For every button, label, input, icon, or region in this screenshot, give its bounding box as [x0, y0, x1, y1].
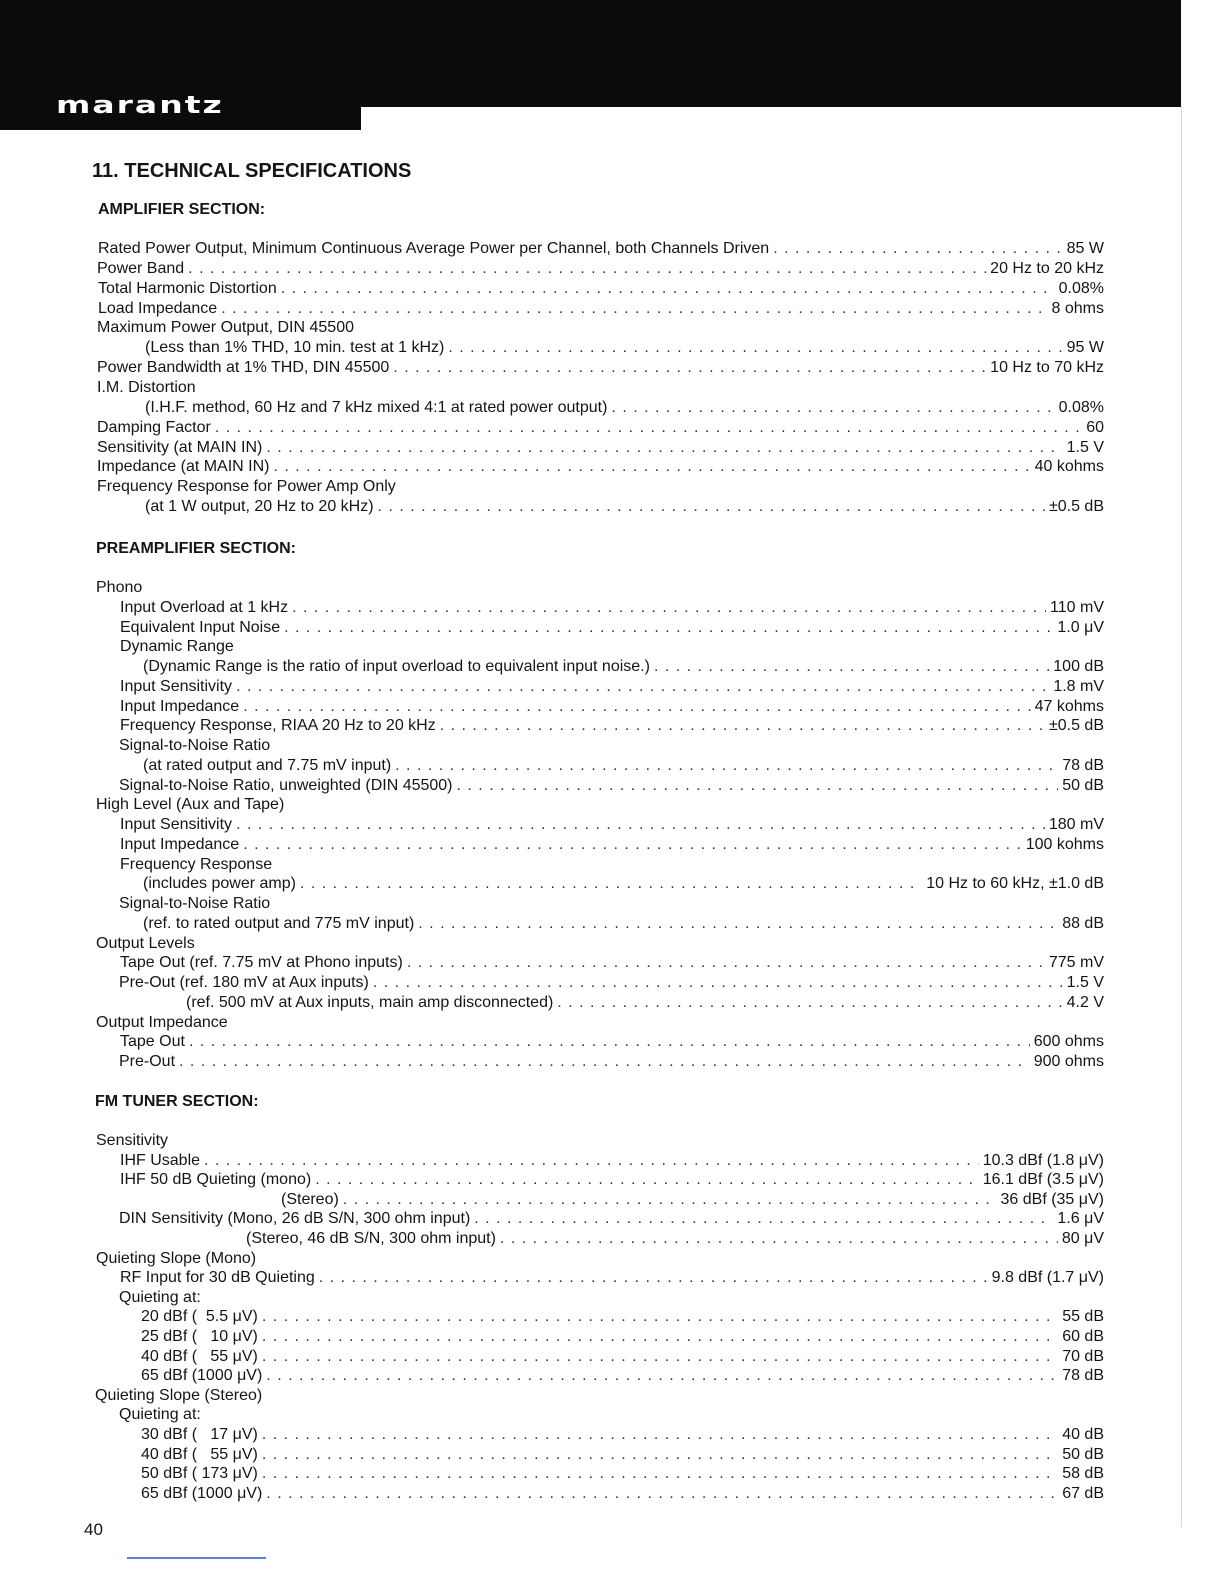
- spec-row: [0, 657, 1104, 677]
- spec-row: [0, 618, 1104, 638]
- spec-row: [0, 953, 1104, 973]
- spec-label: Frequency Response for Power Amp Only: [97, 478, 396, 496]
- spec-row: [0, 1013, 1104, 1033]
- spec-label: Input Overload at 1 kHz: [120, 598, 289, 616]
- spec-row: [0, 1425, 1104, 1445]
- spec-label: 65 dBf (1000 μV): [141, 1367, 263, 1385]
- spec-label: 20 dBf ( 5.5 μV): [141, 1308, 258, 1326]
- spec-row: [0, 1209, 1104, 1229]
- spec-value: 95 W: [1066, 339, 1104, 357]
- dot-leader: [204, 1151, 979, 1171]
- tuner-section-title: FM TUNER SECTION:: [95, 1093, 259, 1110]
- spec-label: (Stereo): [281, 1190, 339, 1208]
- spec-label: Output Levels: [96, 934, 195, 952]
- spec-row: [0, 1445, 1104, 1465]
- spec-row: [0, 299, 1104, 319]
- spec-value: 9.8 dBf (1.7 μV): [991, 1269, 1104, 1287]
- spec-row: [0, 1327, 1104, 1347]
- spec-label: Quieting at:: [119, 1288, 201, 1306]
- spec-row: [0, 1288, 1104, 1308]
- spec-value: 47 kohms: [1034, 697, 1104, 715]
- dot-leader: [262, 1425, 1058, 1445]
- spec-row: [0, 1032, 1104, 1052]
- spec-label: I.M. Distortion: [97, 378, 196, 396]
- spec-row: [0, 598, 1104, 618]
- spec-label: Phono: [96, 579, 143, 596]
- spec-label: (includes power amp): [143, 875, 296, 893]
- dot-leader: [448, 338, 1062, 358]
- spec-label: Tape Out: [120, 1033, 185, 1051]
- spec-label: Rated Power Output, Minimum Continuous Average Power per Channel, both Channels Driven: [98, 240, 770, 257]
- spec-label: Quieting Slope (Mono): [96, 1249, 257, 1267]
- spec-label: Signal-to-Noise Ratio: [119, 895, 271, 912]
- spec-value: ±0.5 dB: [1048, 717, 1104, 735]
- spec-value: 8 ohms: [1051, 299, 1104, 317]
- spec-row: [0, 1366, 1104, 1386]
- spec-label: Tape Out (ref. 7.75 mV at Phono inputs): [120, 954, 403, 972]
- spec-label: Impedance (at MAIN IN): [97, 458, 270, 476]
- dot-leader: [274, 457, 1031, 477]
- spec-row: [0, 318, 1104, 338]
- dot-leader: [189, 1032, 1030, 1052]
- spec-label: Quieting Slope (Stereo): [95, 1386, 263, 1404]
- spec-row: [0, 736, 1104, 756]
- spec-value: 40 dB: [1062, 1426, 1104, 1443]
- spec-row: [0, 239, 1104, 259]
- spec-row: [0, 259, 1104, 279]
- dot-leader: [319, 1268, 988, 1288]
- spec-row: [0, 795, 1104, 815]
- spec-row: [0, 1464, 1104, 1484]
- spec-row: [0, 358, 1104, 378]
- spec-row: [0, 497, 1104, 517]
- spec-label: Input Sensitivity: [120, 816, 233, 833]
- spec-row: [0, 776, 1104, 796]
- spec-label: IHF 50 dB Quieting (mono): [120, 1171, 312, 1189]
- spec-value: 4.2 V: [1066, 993, 1104, 1011]
- spec-label: 50 dBf ( 173 μV): [141, 1465, 258, 1483]
- spec-row: [0, 815, 1104, 835]
- spec-label: Damping Factor: [97, 418, 211, 436]
- spec-label: IHF Usable: [120, 1151, 201, 1169]
- spec-row: [0, 279, 1104, 299]
- dot-leader: [315, 1170, 979, 1190]
- spec-value: 55 dB: [1062, 1308, 1104, 1326]
- spec-row: [0, 993, 1104, 1013]
- spec-row: [0, 1131, 1104, 1151]
- spec-label: Signal-to-Noise Ratio, unweighted (DIN 45500): [119, 776, 453, 794]
- spec-row: [0, 398, 1104, 418]
- dot-leader: [407, 953, 1045, 973]
- spec-row: [0, 1484, 1104, 1504]
- spec-label: (at rated output and 7.75 mV input): [143, 756, 392, 774]
- dot-leader: [266, 1366, 1058, 1386]
- spec-value: 900 ohms: [1033, 1053, 1104, 1070]
- spec-value: 180 mV: [1048, 816, 1104, 833]
- spec-value: 67 dB: [1062, 1484, 1104, 1502]
- spec-row: [0, 637, 1104, 657]
- dot-leader: [292, 598, 1046, 618]
- spec-row: [0, 1190, 1104, 1210]
- spec-row: [0, 835, 1104, 855]
- spec-label: 30 dBf ( 17 μV): [141, 1426, 258, 1443]
- spec-value: 60: [1086, 418, 1104, 436]
- dot-leader: [188, 259, 986, 279]
- spec-row: [0, 338, 1104, 358]
- dot-leader: [611, 398, 1054, 418]
- spec-value: 88 dB: [1062, 914, 1104, 932]
- spec-label: High Level (Aux and Tape): [96, 796, 285, 814]
- dot-leader: [773, 239, 1062, 259]
- spec-value: ±0.5 dB: [1048, 498, 1104, 516]
- dot-leader: [284, 618, 1053, 638]
- dot-leader: [262, 1464, 1058, 1484]
- spec-row: [0, 578, 1104, 598]
- spec-value: 58 dB: [1062, 1465, 1104, 1483]
- spec-row: [0, 934, 1104, 954]
- dot-leader: [378, 497, 1045, 517]
- spec-label: (Dynamic Range is the ratio of input overload to equivalent input noise.): [143, 658, 650, 675]
- dot-leader: [262, 1445, 1058, 1465]
- preamplifier-section-title: PREAMPLIFIER SECTION:: [96, 540, 297, 557]
- spec-row: [0, 874, 1104, 894]
- dot-leader: [243, 835, 1022, 855]
- dot-leader: [418, 914, 1058, 934]
- spec-label: 40 dBf ( 55 μV): [141, 1347, 258, 1365]
- spec-label: Equivalent Input Noise: [120, 618, 281, 636]
- spec-row: [0, 1405, 1104, 1425]
- spec-row: [0, 677, 1104, 697]
- dot-leader: [474, 1209, 1053, 1229]
- spec-label: Signal-to-Noise Ratio: [119, 737, 271, 754]
- spec-row: [0, 914, 1104, 934]
- dot-leader: [262, 1347, 1058, 1367]
- spec-value: 775 mV: [1048, 954, 1104, 972]
- spec-value: 0.08%: [1058, 279, 1104, 297]
- spec-label: (at 1 W output, 20 Hz to 20 kHz): [145, 498, 374, 516]
- spec-value: 10 Hz to 60 kHz, ±1.0 dB: [926, 875, 1104, 893]
- spec-value: 78 dB: [1062, 1367, 1104, 1385]
- spec-label: Load Impedance: [98, 299, 218, 317]
- spec-label: Input Sensitivity: [120, 677, 233, 695]
- spec-label: Quieting at:: [119, 1406, 201, 1424]
- spec-value: 1.8 mV: [1053, 677, 1104, 695]
- spec-value: 16.1 dBf (3.5 μV): [982, 1171, 1104, 1189]
- spec-row: [0, 1386, 1104, 1406]
- spec-row: [0, 1268, 1104, 1288]
- spec-row: [0, 973, 1104, 993]
- spec-row: [0, 1307, 1104, 1327]
- spec-value: 36 dBf (35 μV): [1000, 1190, 1104, 1208]
- dot-leader: [236, 815, 1045, 835]
- dot-leader: [266, 1484, 1058, 1504]
- spec-row: [0, 697, 1104, 717]
- spec-value: 50 dB: [1062, 776, 1104, 794]
- spec-row: [0, 894, 1104, 914]
- spec-label: (Less than 1% THD, 10 min. test at 1 kHz): [145, 339, 445, 357]
- spec-value: 110 mV: [1050, 598, 1104, 616]
- dot-leader: [343, 1190, 997, 1210]
- dot-leader: [215, 418, 1082, 438]
- spec-label: Frequency Response, RIAA 20 Hz to 20 kHz: [120, 717, 436, 735]
- spec-label: DIN Sensitivity (Mono, 26 dB S/N, 300 ohm input): [119, 1210, 471, 1228]
- spec-label: Power Bandwidth at 1% THD, DIN 45500: [97, 359, 390, 377]
- dot-leader: [262, 1327, 1058, 1347]
- spec-value: 100 dB: [1053, 658, 1104, 675]
- dot-leader: [179, 1052, 1030, 1072]
- spec-value: 1.5 V: [1066, 438, 1104, 456]
- marantz-logo: marantz: [56, 90, 224, 119]
- spec-value: 80 μV: [1061, 1230, 1104, 1247]
- spec-row: [0, 1249, 1104, 1269]
- spec-row: [0, 457, 1104, 477]
- dot-leader: [557, 993, 1062, 1013]
- spec-label: 40 dBf ( 55 μV): [141, 1445, 258, 1463]
- spec-label: Input Impedance: [120, 835, 240, 853]
- spec-label: (ref. 500 mV at Aux inputs, main amp disconnected): [186, 993, 554, 1011]
- spec-value: 100 kohms: [1025, 835, 1104, 853]
- spec-row: [0, 477, 1104, 497]
- spec-label: Maximum Power Output, DIN 45500: [97, 319, 354, 337]
- margin-rule: [1181, 107, 1182, 1527]
- spec-row: [0, 1151, 1104, 1171]
- spec-row: [0, 1052, 1104, 1072]
- spec-label: Total Harmonic Distortion: [98, 279, 277, 297]
- spec-label: 65 dBf (1000 μV): [141, 1484, 263, 1502]
- spec-value: 600 ohms: [1033, 1033, 1104, 1051]
- spec-label: Input Impedance: [120, 697, 240, 715]
- spec-row: [0, 855, 1104, 875]
- spec-label: (Stereo, 46 dB S/N, 300 ohm input): [246, 1230, 496, 1247]
- spec-label: (ref. to rated output and 775 mV input): [143, 914, 415, 932]
- dot-leader: [393, 358, 986, 378]
- spec-label: Frequency Response: [120, 855, 273, 873]
- dot-leader: [236, 677, 1049, 697]
- dot-leader: [440, 716, 1045, 736]
- spec-value: 1.5 V: [1066, 974, 1104, 991]
- spec-value: 10 Hz to 70 kHz: [990, 359, 1104, 377]
- spec-label: 25 dBf ( 10 μV): [141, 1328, 258, 1345]
- page-number: 40: [84, 1520, 103, 1539]
- dot-leader: [373, 973, 1063, 993]
- spec-row: [0, 1229, 1104, 1249]
- dot-leader: [395, 756, 1058, 776]
- spec-value: 50 dB: [1062, 1445, 1104, 1463]
- dot-leader: [221, 299, 1047, 319]
- dot-leader: [266, 438, 1062, 458]
- spec-value: 1.0 μV: [1057, 618, 1104, 636]
- spec-row: [0, 418, 1104, 438]
- dot-leader: [654, 657, 1049, 677]
- spec-label: RF Input for 30 dB Quieting: [120, 1269, 315, 1287]
- spec-value: 0.08%: [1058, 398, 1104, 416]
- spec-label: (I.H.F. method, 60 Hz and 7 kHz mixed 4:1 at rated power output): [145, 398, 608, 416]
- dot-leader: [281, 279, 1055, 299]
- spec-label: Output Impedance: [96, 1013, 228, 1031]
- spec-row: [0, 716, 1104, 736]
- spec-label: Sensitivity: [96, 1132, 169, 1149]
- spec-value: 10.3 dBf (1.8 μV): [982, 1151, 1104, 1169]
- dot-leader: [457, 776, 1059, 796]
- spec-label: Power Band: [97, 259, 185, 277]
- footer-rule: [127, 1557, 266, 1559]
- spec-row: [0, 378, 1104, 398]
- page-heading: 11. TECHNICAL SPECIFICATIONS: [92, 160, 412, 182]
- spec-value: 85 W: [1066, 240, 1104, 257]
- dot-leader: [243, 697, 1030, 717]
- dot-leader: [262, 1307, 1058, 1327]
- dot-leader: [300, 874, 922, 894]
- dot-leader: [500, 1229, 1058, 1249]
- spec-label: Sensitivity (at MAIN IN): [97, 438, 263, 456]
- spec-value: 20 Hz to 20 kHz: [990, 259, 1104, 277]
- spec-row: [0, 756, 1104, 776]
- spec-label: Pre-Out (ref. 180 mV at Aux inputs): [119, 974, 369, 991]
- spec-row: [0, 1347, 1104, 1367]
- spec-row: [0, 1170, 1104, 1190]
- spec-label: Dynamic Range: [120, 638, 234, 656]
- spec-value: 1.6 μV: [1057, 1210, 1104, 1228]
- spec-label: Pre-Out: [119, 1053, 176, 1070]
- spec-value: 60 dB: [1062, 1328, 1104, 1345]
- spec-value: 78 dB: [1062, 756, 1104, 774]
- amplifier-section-title: AMPLIFIER SECTION:: [98, 201, 266, 218]
- spec-value: 40 kohms: [1034, 458, 1104, 476]
- spec-row: [0, 438, 1104, 458]
- spec-value: 70 dB: [1062, 1347, 1104, 1365]
